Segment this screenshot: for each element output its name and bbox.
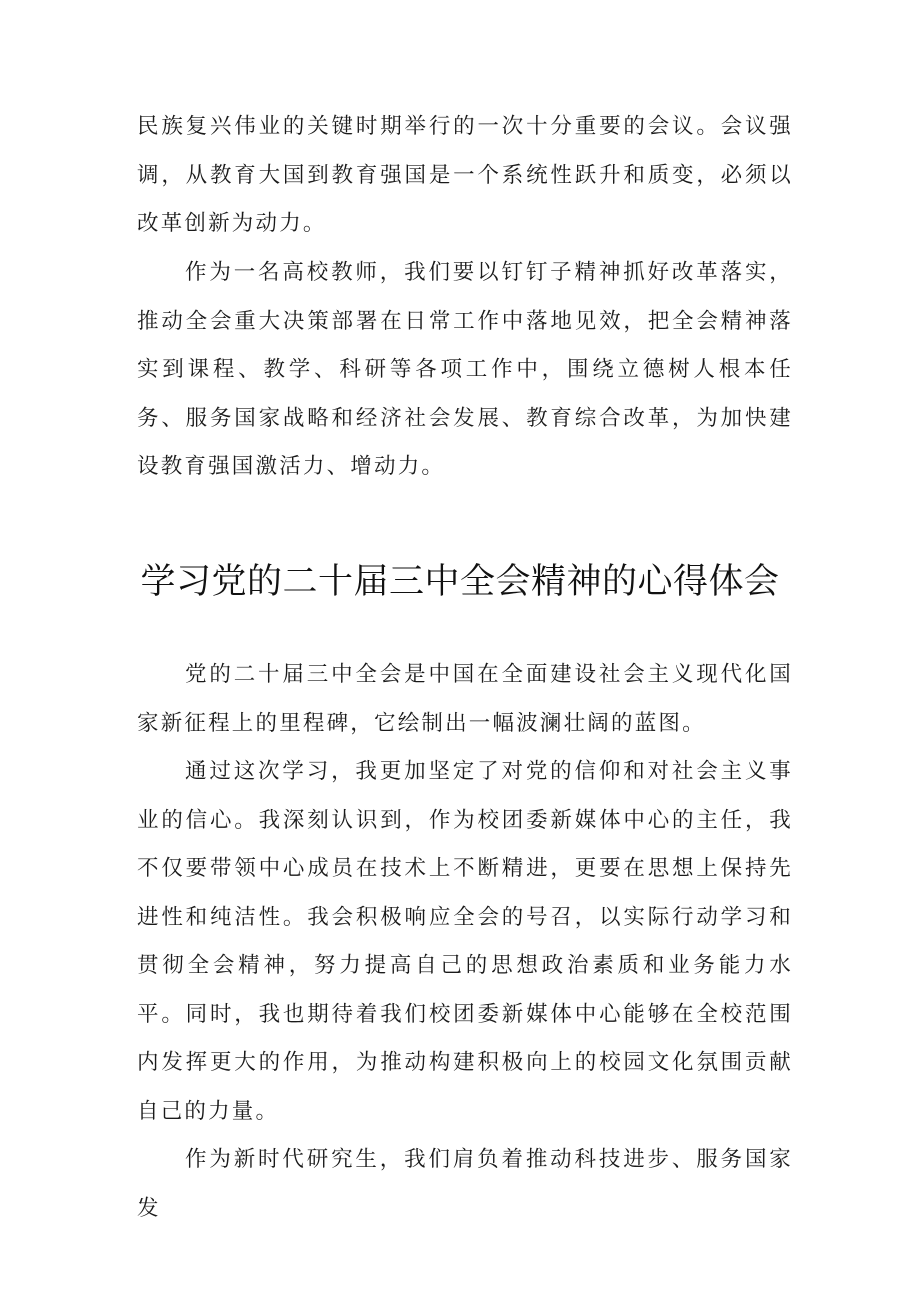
- paragraph-continuation: 民族复兴伟业的关键时期举行的一次十分重要的会议。会议强调，从教育大国到教育强国是一个系统性跃升和质变，必须以改革创新为动力。: [137, 114, 793, 236]
- paragraph-teacher: 作为一名高校教师，我们要以钉钉子精神抓好改革落实，推动全会重大决策部署在日常工作中落地见效，把全会精神落实到课程、教学、科研等各项工作中，围绕立德树人根本任务、服务国家战略和经济社会发展、教育综合改革，为加快建设教育强国激活力、增动力。: [137, 260, 793, 479]
- paragraph-graduate: 作为新时代研究生，我们肩负着推动科技进步、服务国家发: [137, 1147, 793, 1221]
- document-title: 学习党的二十届三中全会精神的心得体会: [140, 562, 780, 602]
- paragraph-milestone: 党的二十届三中全会是中国在全面建设社会主义现代化国家新征程上的里程碑，它绘制出一幅波澜壮阔的蓝图。: [137, 662, 793, 736]
- paragraph-study: 通过这次学习，我更加坚定了对党的信仰和对社会主义事业的信心。我深刻认识到，作为校团委新媒体中心的主任，我不仅要带领中心成员在技术上不断精进，更要在思想上保持先进性和纯洁性。我会积极响应全会的号召，以实际行动学习和贯彻全会精神，努力提高自己的思想政治素质和业务能力水平。同时，我也期待着我们校团委新媒体中心能够在全校范围内发挥更大的作用，为推动构建积极向上的校园文化氛围贡献自己的力量。: [137, 759, 793, 1124]
